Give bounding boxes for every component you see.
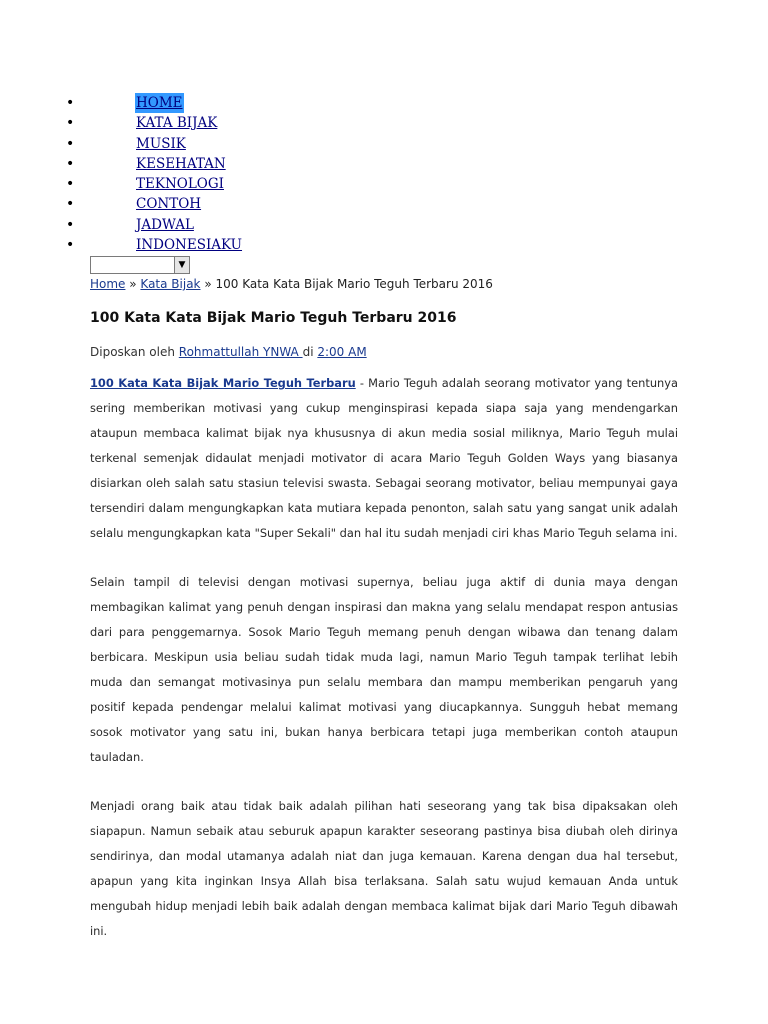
at-label: di: [302, 345, 318, 359]
nav-link-contoh[interactable]: CONTOH: [136, 196, 202, 213]
nav-item-kata-bijak: [0, 113, 768, 133]
bullet-icon: •: [66, 176, 75, 193]
nav-item-kesehatan: [0, 154, 768, 174]
nav-link-musik[interactable]: MUSIK: [136, 135, 186, 152]
post-time-link[interactable]: 2:00 AM: [317, 345, 367, 359]
nav-link-jadwal[interactable]: JADWAL: [136, 216, 194, 233]
post-paragraph-1: [90, 371, 678, 546]
post-title: 100 Kata Kata Bijak Mario Teguh Terbaru 2016: [90, 310, 457, 326]
post-paragraph-2: Selain tampil di televisi dengan motivasi supernya, beliau juga aktif di dunia maya dengan membagikan kalimat yang penuh dengan inspirasi dan makna yang selalu mendapat respon antusias dari para penggemarnya. Sosok Mario Teguh memang penuh dengan wibawa dan tenang dalam berbicara. Meskipun usia beliau sudah tidak muda lagi, namun Mario Teguh tampak terlihat lebih muda dan semangat motivasinya pun selalu membara dan mampu memberikan pengaruh yang positif kepada pendengar melalui kalimat motivasi yang diucapkannya. Sungguh hebat memang sosok motivator yang satu ini, bukan hanya berbicara tetapi juga memberikan contoh ataupun tauladan.: [90, 575, 678, 764]
paragraph-1-text: - Mario Teguh adalah seorang motivator yang tentunya sering memberikan motivasi yang cukup menginspirasi kepada siapa saja yang mendengarkan ataupun membaca kalimat bijak nya khususnya di akun media sosial miliknya, Mario Teguh mulai terkenal semenjak didaulat menjadi motivator di acara Mario Teguh Golden Ways yang biasanya disiarkan oleh salah satu stasiun televisi swasta. Sebagai seorang motivator, beliau mempunyai gaya tersendiri dalam mengungkapkan kata mutiara kepada penonton, salah satu yang sangat unik adalah selalu mengungkapkan kata "Super Sekali" dan hal itu sudah menjadi ciri khas Mario Teguh selama ini.: [90, 376, 678, 540]
nav-item-teknologi: [0, 174, 768, 194]
main-nav: [0, 93, 768, 255]
nav-link-teknologi[interactable]: TEKNOLOGI: [136, 176, 224, 193]
bullet-icon: •: [66, 115, 75, 132]
breadcrumb-current: 100 Kata Kata Bijak Mario Teguh Terbaru 2016: [215, 277, 493, 291]
post-meta: [90, 345, 367, 359]
nav-link-kesehatan[interactable]: KESEHATAN: [136, 155, 226, 172]
post-intro-link[interactable]: 100 Kata Kata Bijak Mario Teguh Terbaru: [90, 376, 356, 390]
author-link[interactable]: Rohmattullah YNWA: [178, 345, 303, 359]
breadcrumb: [90, 277, 493, 291]
nav-item-jadwal: [0, 215, 768, 235]
nav-link-home[interactable]: HOME: [136, 95, 183, 111]
posted-by-label: Diposkan oleh: [90, 345, 179, 359]
breadcrumb-home-link[interactable]: Home: [90, 277, 126, 291]
nav-item-contoh: [0, 194, 768, 214]
breadcrumb-separator: »: [200, 277, 216, 291]
nav-item-musik: [0, 134, 768, 154]
nav-link-indonesiaku[interactable]: INDONESIAKU: [136, 237, 243, 254]
bullet-icon: •: [66, 95, 75, 111]
nav-item-home: [0, 93, 768, 113]
bullet-icon: •: [66, 135, 75, 152]
breadcrumb-separator: »: [125, 277, 141, 291]
bullet-icon: •: [66, 216, 75, 233]
bullet-icon: •: [66, 155, 75, 172]
bullet-icon: •: [66, 237, 75, 254]
post-paragraph-3: Menjadi orang baik atau tidak baik adalah pilihan hati seseorang yang tak bisa dipaksakan oleh siapapun. Namun sebaik atau seburuk apapun karakter seseorang pastinya bisa diubah oleh dirinya sendirinya, dan modal utamanya adalah niat dan juga kemauan. Karena dengan dua hal tersebut, apapun yang kita inginkan Insya Allah bisa terlaksana. Salah satu wujud kemauan Anda untuk mengubah hidup menjadi lebih baik adalah dengan membaca kalimat bijak dari Mario Teguh dibawah ini.: [90, 799, 678, 938]
breadcrumb-category-link[interactable]: Kata Bijak: [140, 277, 201, 291]
dropdown-arrow-icon[interactable]: ▼: [174, 257, 189, 273]
nav-item-indonesiaku: [0, 235, 768, 255]
nav-link-kata-bijak[interactable]: KATA BIJAK: [136, 115, 218, 132]
bullet-icon: •: [66, 196, 75, 213]
nav-select-dropdown[interactable]: [90, 256, 190, 274]
post-body: [90, 371, 678, 968]
